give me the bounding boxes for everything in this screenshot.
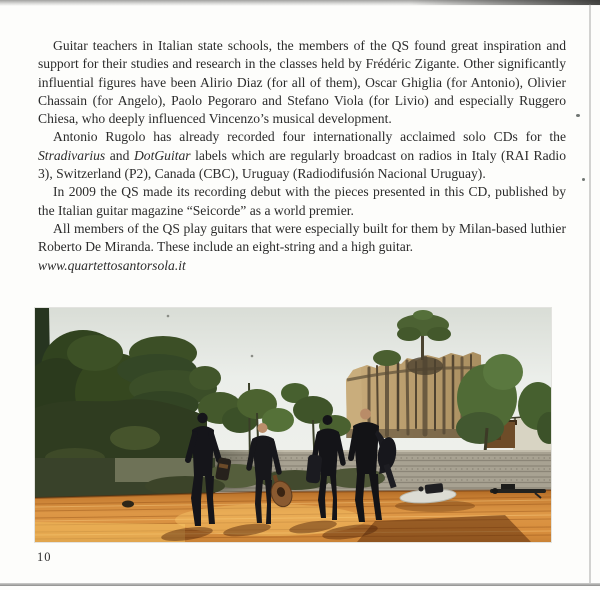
band-photo — [35, 308, 551, 542]
italic-text: DotGuitar — [133, 147, 191, 163]
body-text: In 2009 the QS made its recording debut with the pieces presented in this CD, published by the Italian guitar magazine “Seicorde” as a world premier. — [38, 184, 566, 218]
scan-edge-bottom — [0, 583, 600, 586]
body-text: labels which are regularly broadcast on radios in Italy (RAI Radio 3), Switzerland (P2), Canada (CBC), Uruguay (Radiodifusión Nacional Uruguay). — [38, 147, 566, 182]
dark-case — [425, 483, 444, 494]
body-text: Guitar teachers in Italian state schools, the members of the QS found great inspiration and support for their studies and research in the classes held by Frédéric Zigante. Other significantly influential figures have been Alirio Diaz (for all of them), Oscar Ghiglia (for Antonio), Olivier Chassain (for Angelo), Paolo Pegoraro and Stefano Viola (for Livio) and especially Ruggero Chiesa, who deeply influenced Vincenzo’s musical development. — [38, 38, 566, 127]
body-text: All members of the QS play guitars that were especially built for them by Milan-based luthier Roberto De Miranda. These include an eight-string and a high guitar. — [38, 220, 566, 255]
body-text: and — [105, 147, 134, 163]
band-photo-illustration — [35, 308, 551, 542]
body-text: Antonio Rugolo has already recorded four internationally acclaimed solo CDs for the — [53, 129, 566, 145]
scan-edge-top-right — [410, 0, 600, 5]
article-text — [38, 37, 566, 275]
scan-edge-right — [589, 4, 591, 583]
paragraph — [38, 257, 566, 275]
page-number: 10 — [37, 550, 52, 564]
paragraph — [38, 220, 566, 257]
scan-speck — [576, 114, 580, 117]
scan-speck — [582, 178, 585, 181]
paragraph — [38, 37, 566, 128]
italic-text: Stradivarius — [38, 147, 106, 163]
paragraph — [38, 128, 566, 183]
paragraph — [38, 183, 566, 220]
italic-text: www.quartettosantorsola.it — [38, 257, 186, 273]
